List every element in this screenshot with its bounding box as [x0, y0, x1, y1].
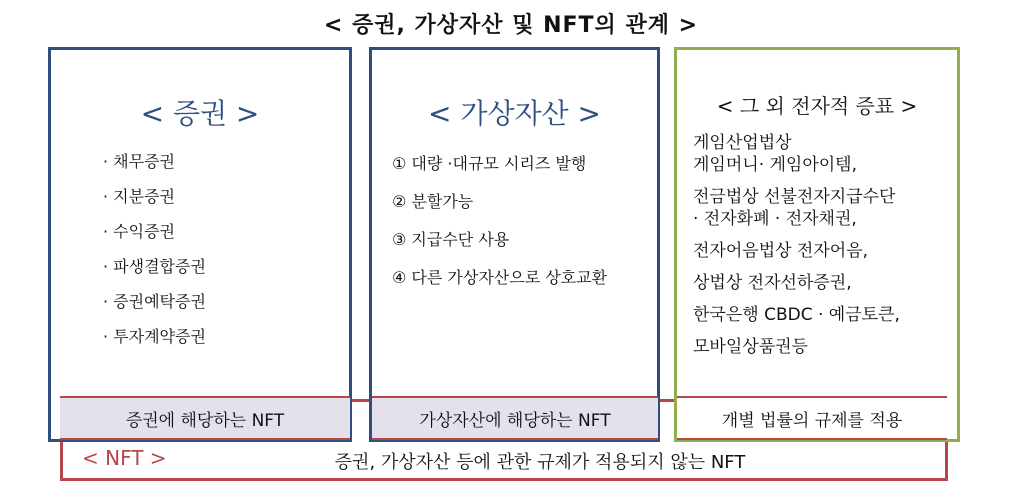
- diagram-title: < 증권, 가상자산 및 NFT의 관계 >: [323, 13, 699, 38]
- list-item: 게임산업법상: [693, 133, 792, 153]
- list-item: · 파생결합증권: [103, 257, 206, 276]
- securities-box: [48, 47, 352, 442]
- list-item: · 증권예탁증권: [103, 292, 206, 311]
- list-item: ② 분할가능: [392, 192, 474, 211]
- list-item: 한국은행 CBDC · 예금토큰,: [693, 305, 900, 325]
- virtual-assets-nft-strip: [372, 396, 658, 440]
- other-tokens-nft-label: 개별 법률의 규제를 적용: [721, 410, 903, 431]
- list-item: ④ 다른 가상자산으로 상호교환: [392, 268, 608, 287]
- securities-nft-label: 증권에 해당하는 NFT: [125, 410, 285, 431]
- virtual-assets-list: [392, 154, 607, 288]
- list-item: 게임머니· 게임아이템,: [693, 155, 858, 175]
- list-item: 전금법상 선불전자지급수단: [693, 187, 896, 207]
- nft-group-text: 증권, 가상자산 등에 관한 규제가 적용되지 않는 NFT: [334, 452, 746, 473]
- other-tokens-heading: < 그 외 전자적 증표 >: [716, 94, 918, 118]
- list-item: 상법상 전자선하증권,: [693, 273, 852, 293]
- nft-group-label: < NFT >: [82, 446, 167, 470]
- other-tokens-list: [693, 132, 900, 358]
- list-item: ③ 지급수단 사용: [392, 230, 510, 249]
- securities-nft-strip: [60, 396, 350, 440]
- list-item: 모바일상품권등: [693, 337, 808, 357]
- list-item: · 전자화폐 · 전자채권,: [693, 209, 857, 229]
- virtual-assets-heading: < 가상자산 >: [428, 97, 601, 130]
- list-item: · 채무증권: [103, 152, 175, 171]
- virtual-assets-nft-label: 가상자산에 해당하는 NFT: [419, 410, 611, 431]
- list-item: · 투자계약증권: [103, 327, 206, 346]
- securities-list: [103, 152, 206, 347]
- other-tokens-nft-strip: [677, 396, 947, 440]
- securities-heading: < 증권 >: [140, 97, 260, 130]
- list-item: ① 대량 ·대규모 시리즈 발행: [392, 154, 587, 173]
- virtual-assets-box: [369, 47, 660, 442]
- list-item: · 지분증권: [103, 187, 175, 206]
- other-tokens-box: [674, 47, 960, 442]
- list-item: 전자어음법상 전자어음,: [693, 241, 869, 261]
- list-item: · 수익증권: [103, 222, 175, 241]
